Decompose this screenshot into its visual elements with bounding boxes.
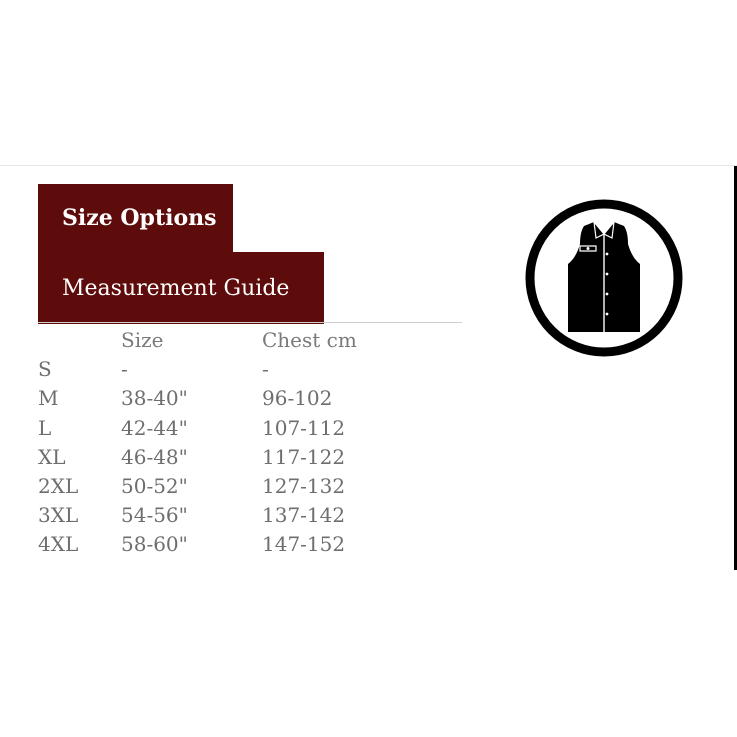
- table-cell: 42-44": [121, 415, 188, 440]
- table-cell: 46-48": [121, 444, 188, 469]
- table-row: [38, 472, 478, 501]
- tab-measurement-guide-label: Measurement Guide: [62, 275, 290, 301]
- table-cell: S: [38, 357, 52, 382]
- table-cell: 2XL: [38, 473, 79, 498]
- table-cell: -: [121, 357, 128, 382]
- table-cell: 137-142: [262, 503, 346, 528]
- table-row: [38, 384, 478, 413]
- table-cell: L: [38, 415, 52, 440]
- table-cell: 117-122: [262, 444, 346, 469]
- table-cell: 58-60": [121, 532, 188, 557]
- table-row: [38, 501, 478, 530]
- table-cell: 147-152: [262, 532, 346, 557]
- table-header-cell: Size: [121, 328, 164, 352]
- table-header: [38, 326, 478, 355]
- table-cell: 54-56": [121, 503, 188, 528]
- sleeveless-shirt-svg: [524, 198, 684, 358]
- table-row: [38, 355, 478, 384]
- table-cell: M: [38, 386, 59, 411]
- sleeveless-shirt-icon: [524, 198, 684, 358]
- table-row: [38, 530, 478, 559]
- table-cell: XL: [38, 444, 66, 469]
- table-header-cell: Chest cm: [262, 328, 357, 352]
- table-cell: 96-102: [262, 386, 333, 411]
- table-cell: 127-132: [262, 473, 346, 498]
- table-cell: 3XL: [38, 503, 79, 528]
- table-cell: 107-112: [262, 415, 346, 440]
- table-cell: 38-40": [121, 386, 188, 411]
- table-row: [38, 443, 478, 472]
- tab-measurement-guide[interactable]: [38, 252, 324, 324]
- tab-size-options[interactable]: [38, 184, 233, 252]
- size-table: [38, 326, 478, 560]
- table-row: [38, 414, 478, 443]
- table-cell: 4XL: [38, 532, 79, 557]
- tab-underline: [38, 322, 462, 323]
- table-cell: -: [262, 357, 269, 382]
- table-cell: 50-52": [121, 473, 188, 498]
- tab-size-options-label: Size Options: [62, 205, 217, 231]
- top-divider: [0, 165, 737, 166]
